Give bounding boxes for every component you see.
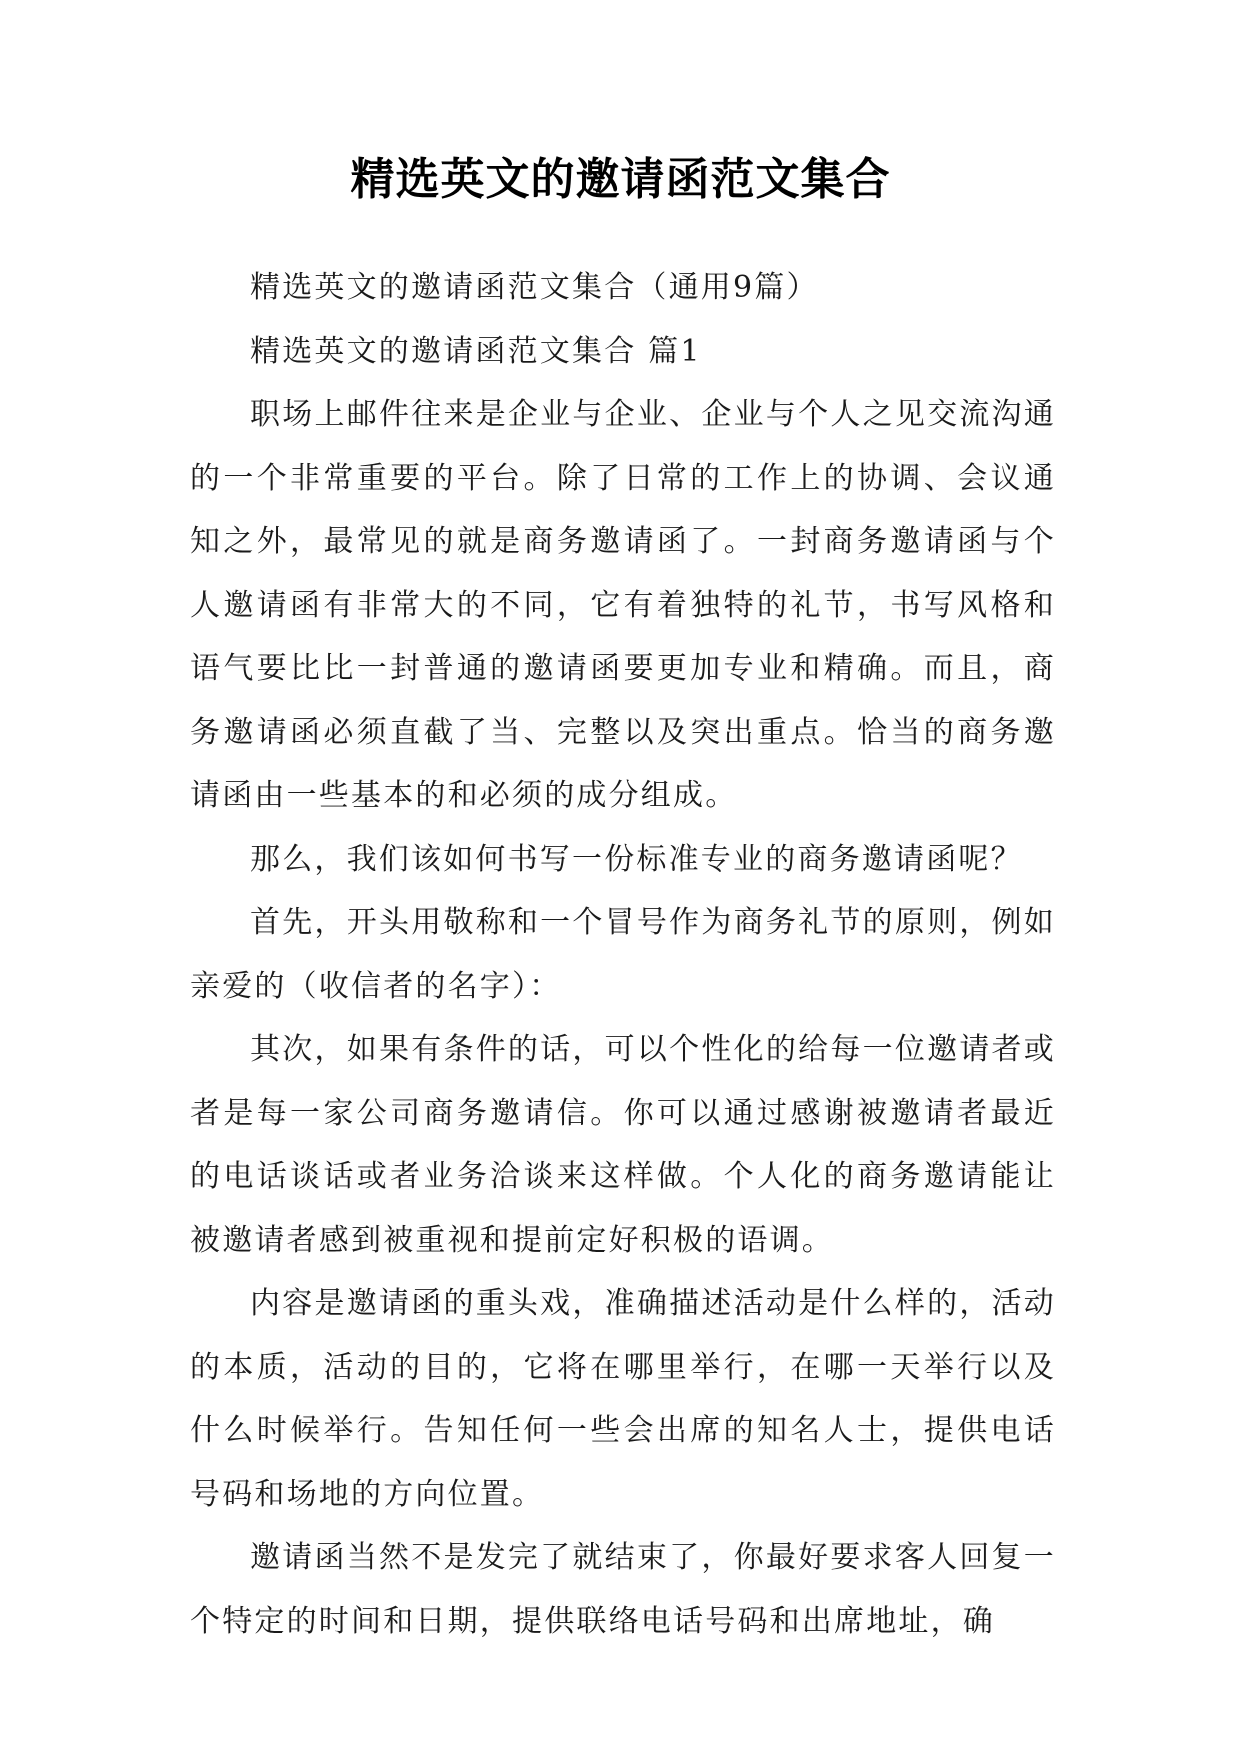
body-paragraph: 内容是邀请函的重头戏，准确描述活动是什么样的，活动的本质，活动的目的，它将在哪里举行，在哪一天举行以及什么时候举行。告知任何一些会出席的知名人士，提供电话号码和场地的方向位置。 xyxy=(190,1286,1056,1512)
section-heading: 精选英文的邀请函范文集合 篇1 xyxy=(250,333,702,369)
document-body xyxy=(190,256,1056,1653)
body-paragraph: 首先，开头用敬称和一个冒号作为商务礼节的原则，例如亲爱的（收信者的名字）： xyxy=(190,905,1056,1004)
body-paragraph: 职场上邮件往来是企业与企业、企业与个人之见交流沟通的一个非常重要的平台。除了日常的工作上的协调、会议通知之外，最常见的就是商务邀请函了。一封商务邀请函与个人邀请函有非常大的不同，它有着独特的礼节，书写风格和语气要比比一封普通的邀请函要更加专业和精确。而且，商务邀请函必须直截了当、完整以及突出重点。恰当的商务邀请函由一些基本的和必须的成分组成。 xyxy=(190,397,1056,813)
document-title: 精选英文的邀请函范文集合 xyxy=(350,154,891,205)
body-paragraph: 那么，我们该如何书写一份标准专业的商务邀请函呢？ xyxy=(250,841,1023,877)
subtitle-paragraph: 精选英文的邀请函范文集合（通用9篇） xyxy=(250,270,819,305)
body-paragraph: 邀请函当然不是发完了就结束了，你最好要求客人回复一个特定的时间和日期，提供联络电话号码和出席地址，确 xyxy=(190,1540,1056,1639)
body-paragraph: 其次，如果有条件的话，可以个性化的给每一位邀请者或者是每一家公司商务邀请信。你可以通过感谢被邀请者最近的电话谈话或者业务洽谈来这样做。个人化的商务邀请能让被邀请者感到被重视和提前定好积极的语调。 xyxy=(190,1032,1056,1258)
